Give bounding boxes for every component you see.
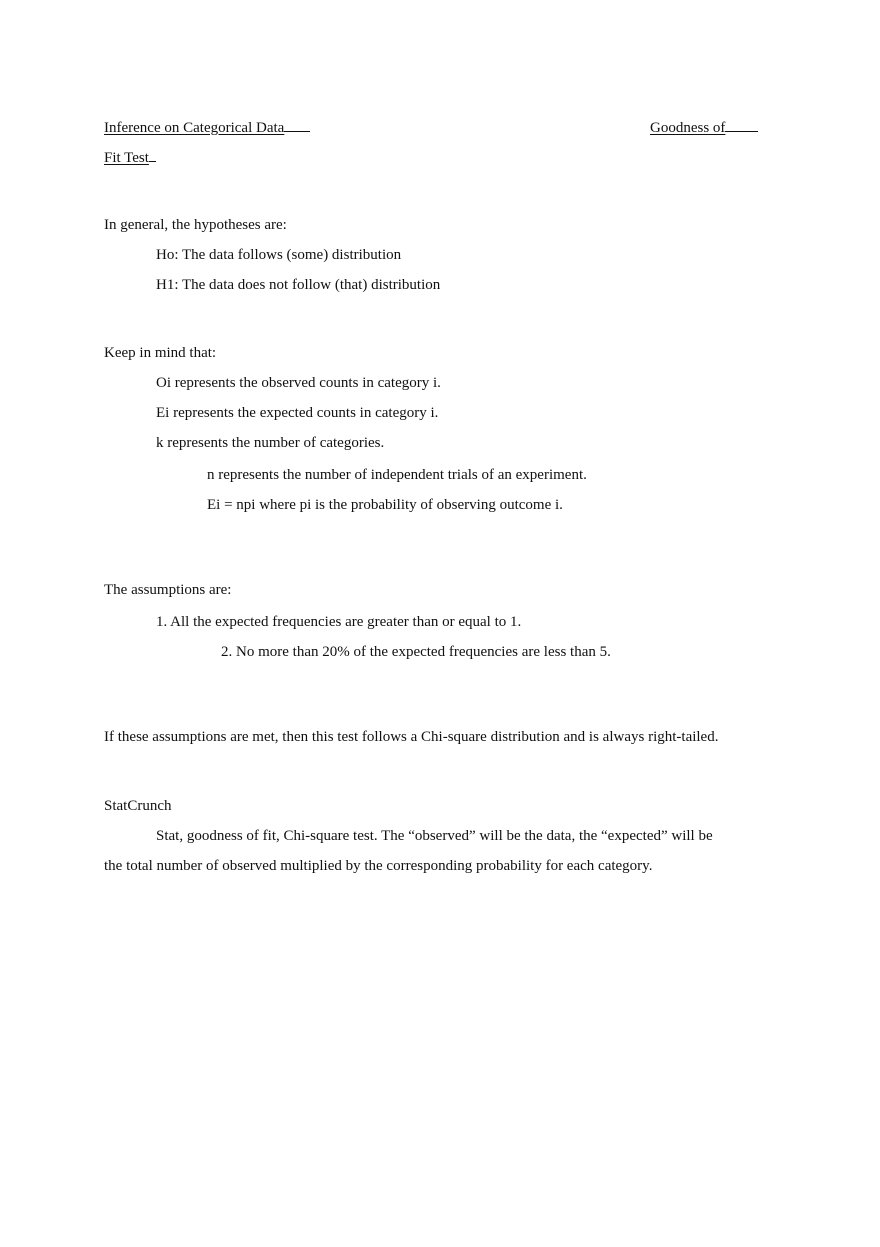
statcrunch-heading: StatCrunch: [104, 798, 172, 814]
title-right-text: Goodness of: [650, 120, 726, 136]
assumption-item: 1. All the expected frequencies are greater than or equal to 1.: [156, 614, 522, 630]
conclusion-text: If these assumptions are met, then this test follows a Chi-square distribution and is always right-tailed.: [104, 729, 719, 745]
title-continuation: [104, 148, 156, 167]
title-left-text: Inference on Categorical Data: [104, 120, 285, 136]
notation-item: k represents the number of categories.: [156, 435, 385, 451]
hypotheses-intro: In general, the hypotheses are:: [104, 217, 287, 233]
assumption-item: 2. No more than 20% of the expected frequencies are less than 5.: [221, 644, 611, 660]
title-cont-rule: [149, 148, 156, 162]
title-left: [104, 118, 310, 137]
title-cont-text: Fit Test: [104, 150, 149, 166]
notation-intro: Keep in mind that:: [104, 345, 217, 361]
notation-item: Ei = npi where pi is the probability of observing outcome i.: [207, 497, 563, 513]
assumptions-intro: The assumptions are:: [104, 582, 232, 598]
title-left-rule: [284, 118, 310, 132]
statcrunch-instructions-line-1: Stat, goodness of fit, Chi-square test. The “observed” will be the data, the “expected” will be: [156, 828, 713, 844]
statcrunch-instructions-line-2: the total number of observed multiplied by the corresponding probability for each category.: [104, 858, 653, 874]
title-right: [650, 118, 758, 137]
null-hypothesis: Ho: The data follows (some) distribution: [156, 247, 402, 263]
title-right-rule: [725, 118, 758, 132]
alternative-hypothesis: H1: The data does not follow (that) distribution: [156, 277, 441, 293]
notation-item: Oi represents the observed counts in category i.: [156, 375, 441, 391]
notation-item: n represents the number of independent trials of an experiment.: [207, 467, 587, 483]
notation-item: Ei represents the expected counts in category i.: [156, 405, 439, 421]
